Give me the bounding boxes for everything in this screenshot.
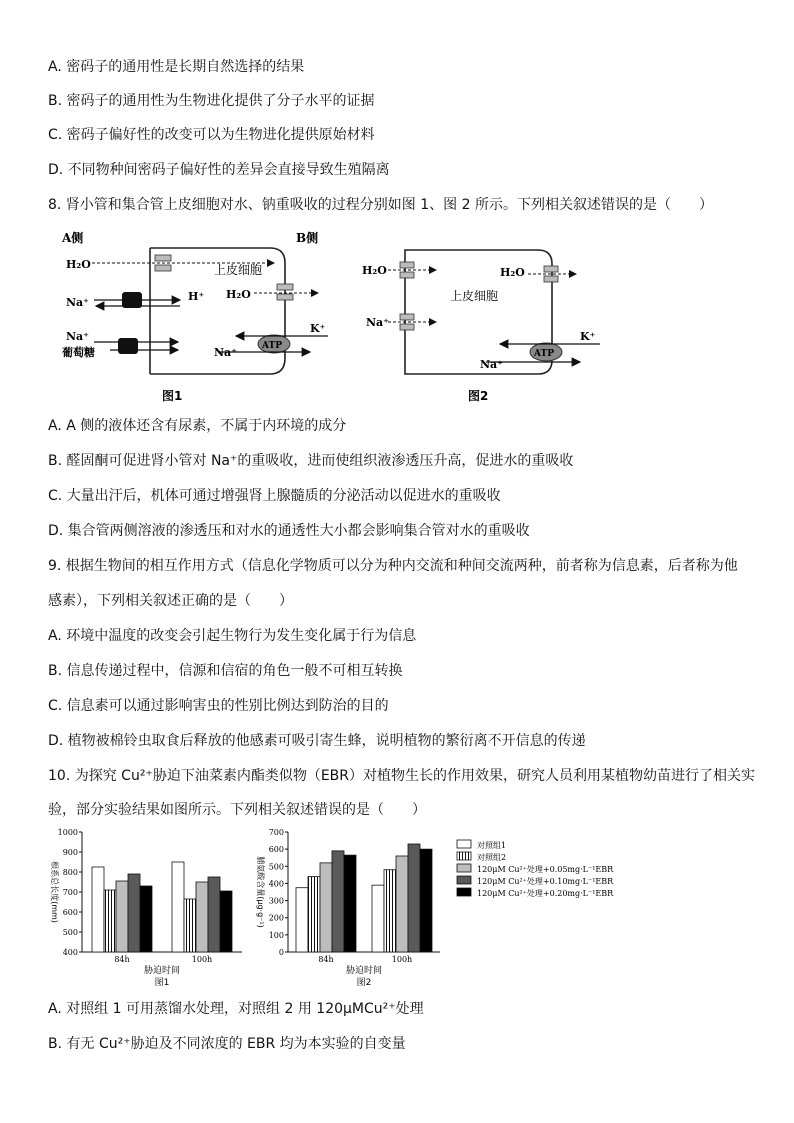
- y-tick-label: 600: [268, 845, 284, 855]
- y-tick-label: 800: [62, 868, 78, 877]
- sodium-channel-icon: [400, 324, 414, 330]
- bar: [296, 888, 308, 952]
- bar: [408, 844, 420, 952]
- legend-entry: 120μM Cu²⁺处理+0.05mg·L⁻¹EBR: [477, 865, 614, 874]
- q7-option-c: C. 密码子偏好性的改变可以为生物进化提供原始材料: [48, 127, 375, 143]
- x-tick-label: 100h: [191, 955, 213, 964]
- aquaporin-channel-icon: [155, 265, 171, 271]
- fig1-k-label: K⁺: [310, 322, 326, 335]
- y-tick-label: 600: [62, 908, 78, 917]
- bar: [372, 885, 384, 952]
- bar: [92, 867, 104, 952]
- q9-stem-line2: 感素），下列相关叙述正确的是（ ）: [48, 593, 293, 609]
- x-tick-label: 84h: [318, 955, 334, 964]
- legend-swatch: [457, 876, 471, 884]
- q9-option-b: B. 信息传递过程中，信源和信宿的角色一般不可相互转换: [48, 663, 403, 679]
- chart-caption: 图1: [154, 978, 170, 988]
- fig1-na-label-2: Na⁺: [66, 330, 89, 343]
- fig2-k-label: K⁺: [580, 330, 596, 343]
- fig1-h2o-label-b: H₂O: [226, 288, 251, 301]
- chart-root-length: [44, 826, 254, 994]
- chart-caption: 图2: [356, 978, 372, 988]
- y-tick-label: 200: [268, 913, 284, 923]
- fig1-h2o-label-a: H₂O: [66, 258, 91, 271]
- q10-stem-line1: 10. 为探究 Cu²⁺胁迫下油菜素内酯类似物（EBR）对植物生长的作用效果，研究人员利用某植物幼苗进行了相关实: [48, 768, 755, 784]
- chart-proline-content: [250, 826, 450, 994]
- q9-option-d: D. 植物被棉铃虫取食后释放的他感素可吸引寄生蜂，说明植物的繁衍离不开信息的传递: [48, 733, 586, 749]
- fig1-glucose-label: 葡萄糖: [62, 346, 95, 359]
- legend-entry: 对照组1: [477, 841, 507, 850]
- aquaporin-channel-icon: [544, 276, 558, 282]
- y-tick-label: 0: [278, 948, 284, 957]
- fig1-caption: 图1: [162, 389, 183, 403]
- y-tick-label: 500: [268, 862, 284, 872]
- q10-option-b: B. 有无 Cu²⁺胁迫及不同浓度的 EBR 均为本实验的自变量: [48, 1036, 406, 1052]
- na-glucose-cotransporter-icon: [118, 338, 138, 354]
- aquaporin-channel-icon: [155, 255, 171, 261]
- aquaporin-channel-icon: [544, 266, 558, 272]
- y-tick-label: 900: [62, 848, 78, 857]
- y-axis-label: 根系总长度(mm): [50, 861, 59, 923]
- x-tick-label: 84h: [114, 955, 130, 964]
- fig1-side-b-label: B侧: [296, 231, 319, 245]
- q9-stem-line1: 9. 根据生物间的相互作用方式（信息化学物质可以分为种内交流和种间交流两种，前者称为信息素，后者称为他: [48, 558, 738, 574]
- y-tick-label: 1000: [57, 828, 78, 837]
- y-tick-label: 400: [62, 948, 78, 957]
- bar: [420, 849, 432, 952]
- aquaporin-channel-icon: [277, 294, 293, 300]
- q7-option-d: D. 不同物种间密码子偏好性的差异会直接导致生殖隔离: [48, 162, 390, 178]
- q8-option-a: A. A 侧的液体还含有尿素，不属于内环境的成分: [48, 418, 347, 434]
- q7-option-b: B. 密码子的通用性为生物进化提供了分子水平的证据: [48, 93, 375, 109]
- y-tick-label: 700: [62, 888, 78, 897]
- chart-legend: [455, 838, 655, 908]
- legend-entry: 对照组2: [477, 853, 507, 862]
- q8-option-b: B. 醛固酮可促进肾小管对 Na⁺的重吸收，进而使组织液渗透压升高，促进水的重吸收: [48, 453, 574, 469]
- fig2-caption: 图2: [468, 389, 489, 403]
- legend-swatch: [457, 888, 471, 896]
- aquaporin-channel-icon: [400, 262, 414, 268]
- fig1-na-label-3: Na⁺: [214, 346, 237, 359]
- q9-option-c: C. 信息素可以通过影响害虫的性别比例达到防治的目的: [48, 698, 389, 714]
- bar: [196, 882, 208, 952]
- bar: [128, 874, 140, 952]
- y-tick-label: 700: [268, 828, 284, 837]
- aquaporin-channel-icon: [400, 272, 414, 278]
- fig2-cell-label: 上皮细胞: [450, 289, 499, 303]
- fig2-na-label-1: Na⁺: [366, 316, 389, 329]
- figure-2: [362, 250, 600, 403]
- bar: [184, 899, 196, 952]
- sodium-channel-icon: [400, 314, 414, 320]
- fig2-na-label-2: Na⁺: [480, 358, 503, 371]
- y-tick-label: 400: [268, 879, 284, 889]
- fig1-na-label-1: Na⁺: [66, 296, 89, 309]
- y-tick-label: 500: [62, 928, 78, 937]
- fig1-side-a-label: A侧: [62, 231, 84, 245]
- y-tick-label: 300: [268, 896, 284, 906]
- legend-entry: 120μM Cu²⁺处理+0.20mg·L⁻¹EBR: [477, 889, 614, 898]
- y-axis-label: 脯氨酸含量(μg·g⁻¹): [256, 856, 265, 928]
- q9-option-a: A. 环境中温度的改变会引起生物行为发生变化属于行为信息: [48, 628, 417, 644]
- q8-option-d: D. 集合管两侧溶液的渗透压和对水的通透性大小都会影响集合管对水的重吸收: [48, 523, 530, 539]
- bar: [208, 877, 220, 952]
- bar: [332, 851, 344, 952]
- q8-stem: 8. 肾小管和集合管上皮细胞对水、钠重吸收的过程分别如图 1、图 2 所示。下列相关叙述错误的是（ ）: [48, 197, 713, 213]
- bar: [104, 890, 116, 952]
- fig2-h2o-label-b: H₂O: [500, 266, 525, 279]
- legend-swatch: [457, 840, 471, 848]
- figure-1: [61, 230, 328, 403]
- q10-option-a: A. 对照组 1 可用蒸馏水处理，对照组 2 用 120μMCu²⁺处理: [48, 1001, 424, 1017]
- fig1-h-label: H⁺: [188, 290, 205, 303]
- legend-entry: 120μM Cu²⁺处理+0.10mg·L⁻¹EBR: [477, 877, 614, 886]
- fig1-atp-label: ATP: [262, 341, 282, 351]
- x-tick-label: 100h: [391, 955, 413, 964]
- bar: [384, 870, 396, 952]
- bar: [140, 886, 152, 952]
- fig1-cell-label: 上皮细胞: [214, 263, 263, 277]
- y-tick-label: 100: [268, 930, 284, 940]
- x-axis-label: 胁迫时间: [143, 966, 181, 976]
- aquaporin-channel-icon: [277, 284, 293, 290]
- q7-option-a: A. 密码子的通用性是长期自然选择的结果: [48, 59, 305, 75]
- x-axis-label: 胁迫时间: [345, 966, 383, 976]
- bar: [320, 863, 332, 952]
- bar: [116, 881, 128, 952]
- q8-diagram: [60, 228, 620, 406]
- bar: [172, 862, 184, 952]
- bar: [396, 856, 408, 952]
- bar: [344, 855, 356, 952]
- fig2-h2o-label-a: H₂O: [362, 264, 387, 277]
- bar: [308, 877, 320, 952]
- fig2-atp-label: ATP: [534, 349, 554, 359]
- q10-stem-line2: 验，部分实验结果如图所示。下列相关叙述错误的是（ ）: [48, 802, 426, 818]
- legend-swatch: [457, 864, 471, 872]
- legend-swatch: [457, 852, 471, 860]
- q8-option-c: C. 大量出汗后，机体可通过增强肾上腺髓质的分泌活动以促进水的重吸收: [48, 488, 501, 504]
- bar: [220, 891, 232, 952]
